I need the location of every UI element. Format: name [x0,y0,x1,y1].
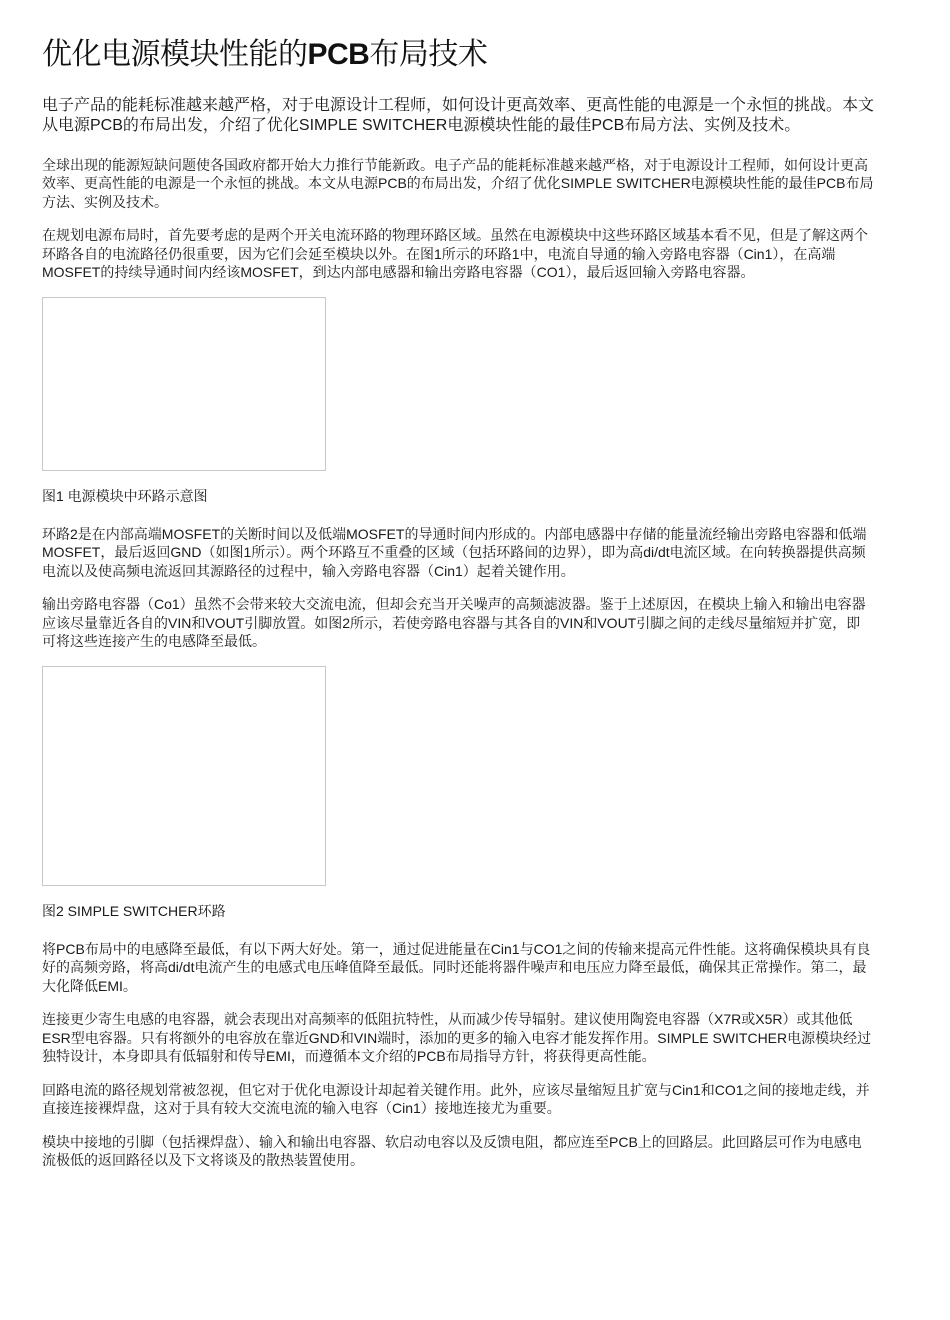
paragraph-7: 回路电流的路径规划常被忽视，但它对于优化电源设计却起着关键作用。此外，应该尽量缩短且扩宽与Cin1和CO1之间的接地走线，并直接连接裸焊盘，这对于具有较大交流电流的输入电容（Cin1）接地连接尤为重要。 [42,1081,870,1116]
paragraph-4: 输出旁路电容器（Co1）虽然不会带来较大交流电流，但却会充当开关噪声的高频滤波器。鉴于上述原因，在模块上输入和输出电容器应该尽量靠近各自的VIN和VOUT引脚放置。如图2所示，若使旁路电容器与其各自的VIN和VOUT引脚之间的走线尽量缩短并扩宽，即可将这些连接产生的电感降至最低。 [42,596,866,649]
page-title [42,36,874,74]
paragraph-8: 模块中接地的引脚（包括裸焊盘）、输入和输出电容器、软启动电容以及反馈电阻，都应连至PCB上的回路层。此回路层可作为电感电流极低的返回路径以及下文将谈及的散热装置使用。 [42,1133,862,1168]
title-prefix: 优化电源模块性能的 [42,38,308,71]
figure-1-caption: 图1 电源模块中环路示意图 [42,487,208,504]
paragraph-3: 环路2是在内部高端MOSFET的关断时间以及低端MOSFET的导通时间内形成的。内部电感器中存储的能量流经输出旁路电容器和低端MOSFET，最后返回GND（如图1所示）。两个环路互不重叠的区域（包括环路间的边界），即为高di/dt电流区域。在向转换器提供高频电流以及使高频电流返回其源路径的过程中，输入旁路电容器（Cin1）起着关键作用。 [42,525,867,579]
figure-2-caption: 图2 SIMPLE SWITCHER环路 [42,902,226,919]
article [42,36,874,1185]
lead-paragraph: 电子产品的能耗标准越来越严格，对于电源设计工程师，如何设计更高效率、更高性能的电源是一个永恒的挑战。本文从电源PCB的布局出发，介绍了优化SIMPLE SWITCHER电源模块性能的最佳PCB布局方法、实例及技术。 [42,96,875,134]
title-bold: PCB [307,38,370,71]
figure-1-image [42,297,326,471]
figure-2-image [42,666,326,886]
title-suffix: 布局技术 [369,38,488,71]
paragraph-2: 在规划电源布局时，首先要考虑的是两个开关电流环路的物理环路区域。虽然在电源模块中这些环路区域基本看不见，但是了解这两个环路各自的电流路径仍很重要，因为它们会延至模块以外。在图1所示的环路1中，电流自导通的输入旁路电容器（Cin1），在高端MOSFET的持续导通时间内经该MOSFET，到达内部电感器和输出旁路电容器（CO1），最后返回输入旁路电容器。 [42,227,868,280]
paragraph-6: 连接更少寄生电感的电容器，就会表现出对高频率的低阻抗特性，从而减少传导辐射。建议使用陶瓷电容器（X7R或X5R）或其他低ESR型电容器。只有将额外的电容放在靠近GND和VIN端时，添加的更多的输入电容才能发挥作用。SIMPLE SWITCHER电源模块经过独特设计，本身即具有低辐射和传导EMI，而遵循本文介绍的PCB布局指导方针，将获得更高性能。 [42,1011,872,1064]
paragraph-5: 将PCB布局中的电感降至最低，有以下两大好处。第一，通过促进能量在Cin1与CO1之间的传输来提高元件性能。这将确保模块具有良好的高频旁路，将高di/dt电流产生的电感式电压峰值降至最低。同时还能将器件噪声和电压应力降至最低，确保其正常操作。第二，最大化降低EMI。 [42,940,871,994]
paragraph-1: 全球出现的能源短缺问题使各国政府都开始大力推行节能新政。电子产品的能耗标准越来越严格，对于电源设计工程师，如何设计更高效率、更高性能的电源是一个永恒的挑战。本文从电源PCB的布局出发，介绍了优化SIMPLE SWITCHER电源模块性能的最佳PCB布局方法、实例及技术。 [42,156,874,210]
